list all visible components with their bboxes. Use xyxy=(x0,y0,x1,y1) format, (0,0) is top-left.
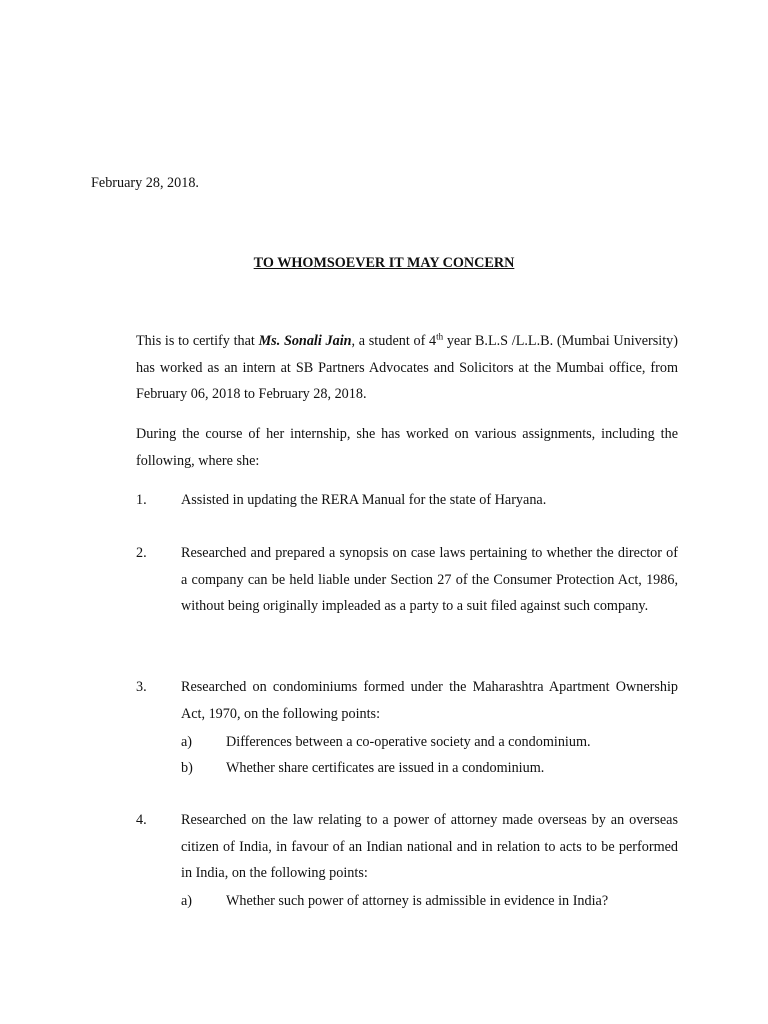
intro-after-name: , a student of 4 xyxy=(351,333,437,349)
certification-paragraph xyxy=(136,328,678,408)
list-item-text: Researched on condominiums formed under the Maharashtra Apartment Ownership Act, 1970, on the following points: xyxy=(181,679,678,722)
intro-rest: year B.L.S /L.L.B. (Mumbai University) has worked as an intern at SB Partners Advocates and Solicitors at the Mumbai office, from February 06, 2018 to February 28, 2018. xyxy=(136,333,678,402)
sub-item-text: Whether such power of attorney is admissible in evidence in India? xyxy=(226,893,609,909)
list-item-number: 3. xyxy=(136,679,147,695)
letter-date: February 28, 2018. xyxy=(91,175,199,191)
ordinal-suffix: th xyxy=(436,331,444,342)
intro-prefix: This is to certify that xyxy=(136,333,259,349)
sub-item-label: a) xyxy=(181,734,193,750)
list-item-text: Assisted in updating the RERA Manual for the state of Haryana. xyxy=(181,492,547,508)
sub-item-label: b) xyxy=(181,760,193,776)
sub-item-label: a) xyxy=(181,893,193,909)
sub-item-text: Differences between a co-operative society and a condominium. xyxy=(226,734,591,750)
sub-item-text: Whether share certificates are issued in a condominium. xyxy=(226,760,545,776)
intern-name: Ms. Sonali Jain xyxy=(258,333,352,349)
course-intro-paragraph: During the course of her internship, she has worked on various assignments, including the following, where she: xyxy=(136,426,678,469)
list-item-number: 2. xyxy=(136,545,147,561)
list-item-text: Researched on the law relating to a power of attorney made overseas by an overseas citizen of India, in favour of an Indian national and in relation to acts to be performed in India, on the following points: xyxy=(181,812,678,881)
letter-heading: TO WHOMSOEVER IT MAY CONCERN xyxy=(253,255,515,271)
list-item-number: 4. xyxy=(136,812,147,828)
list-item-number: 1. xyxy=(136,492,147,508)
list-item-text: Researched and prepared a synopsis on case laws pertaining to whether the director of a company can be held liable under Section 27 of the Consumer Protection Act, 1986, without being originally impleaded as a party to a suit filed against such company. xyxy=(181,545,678,614)
